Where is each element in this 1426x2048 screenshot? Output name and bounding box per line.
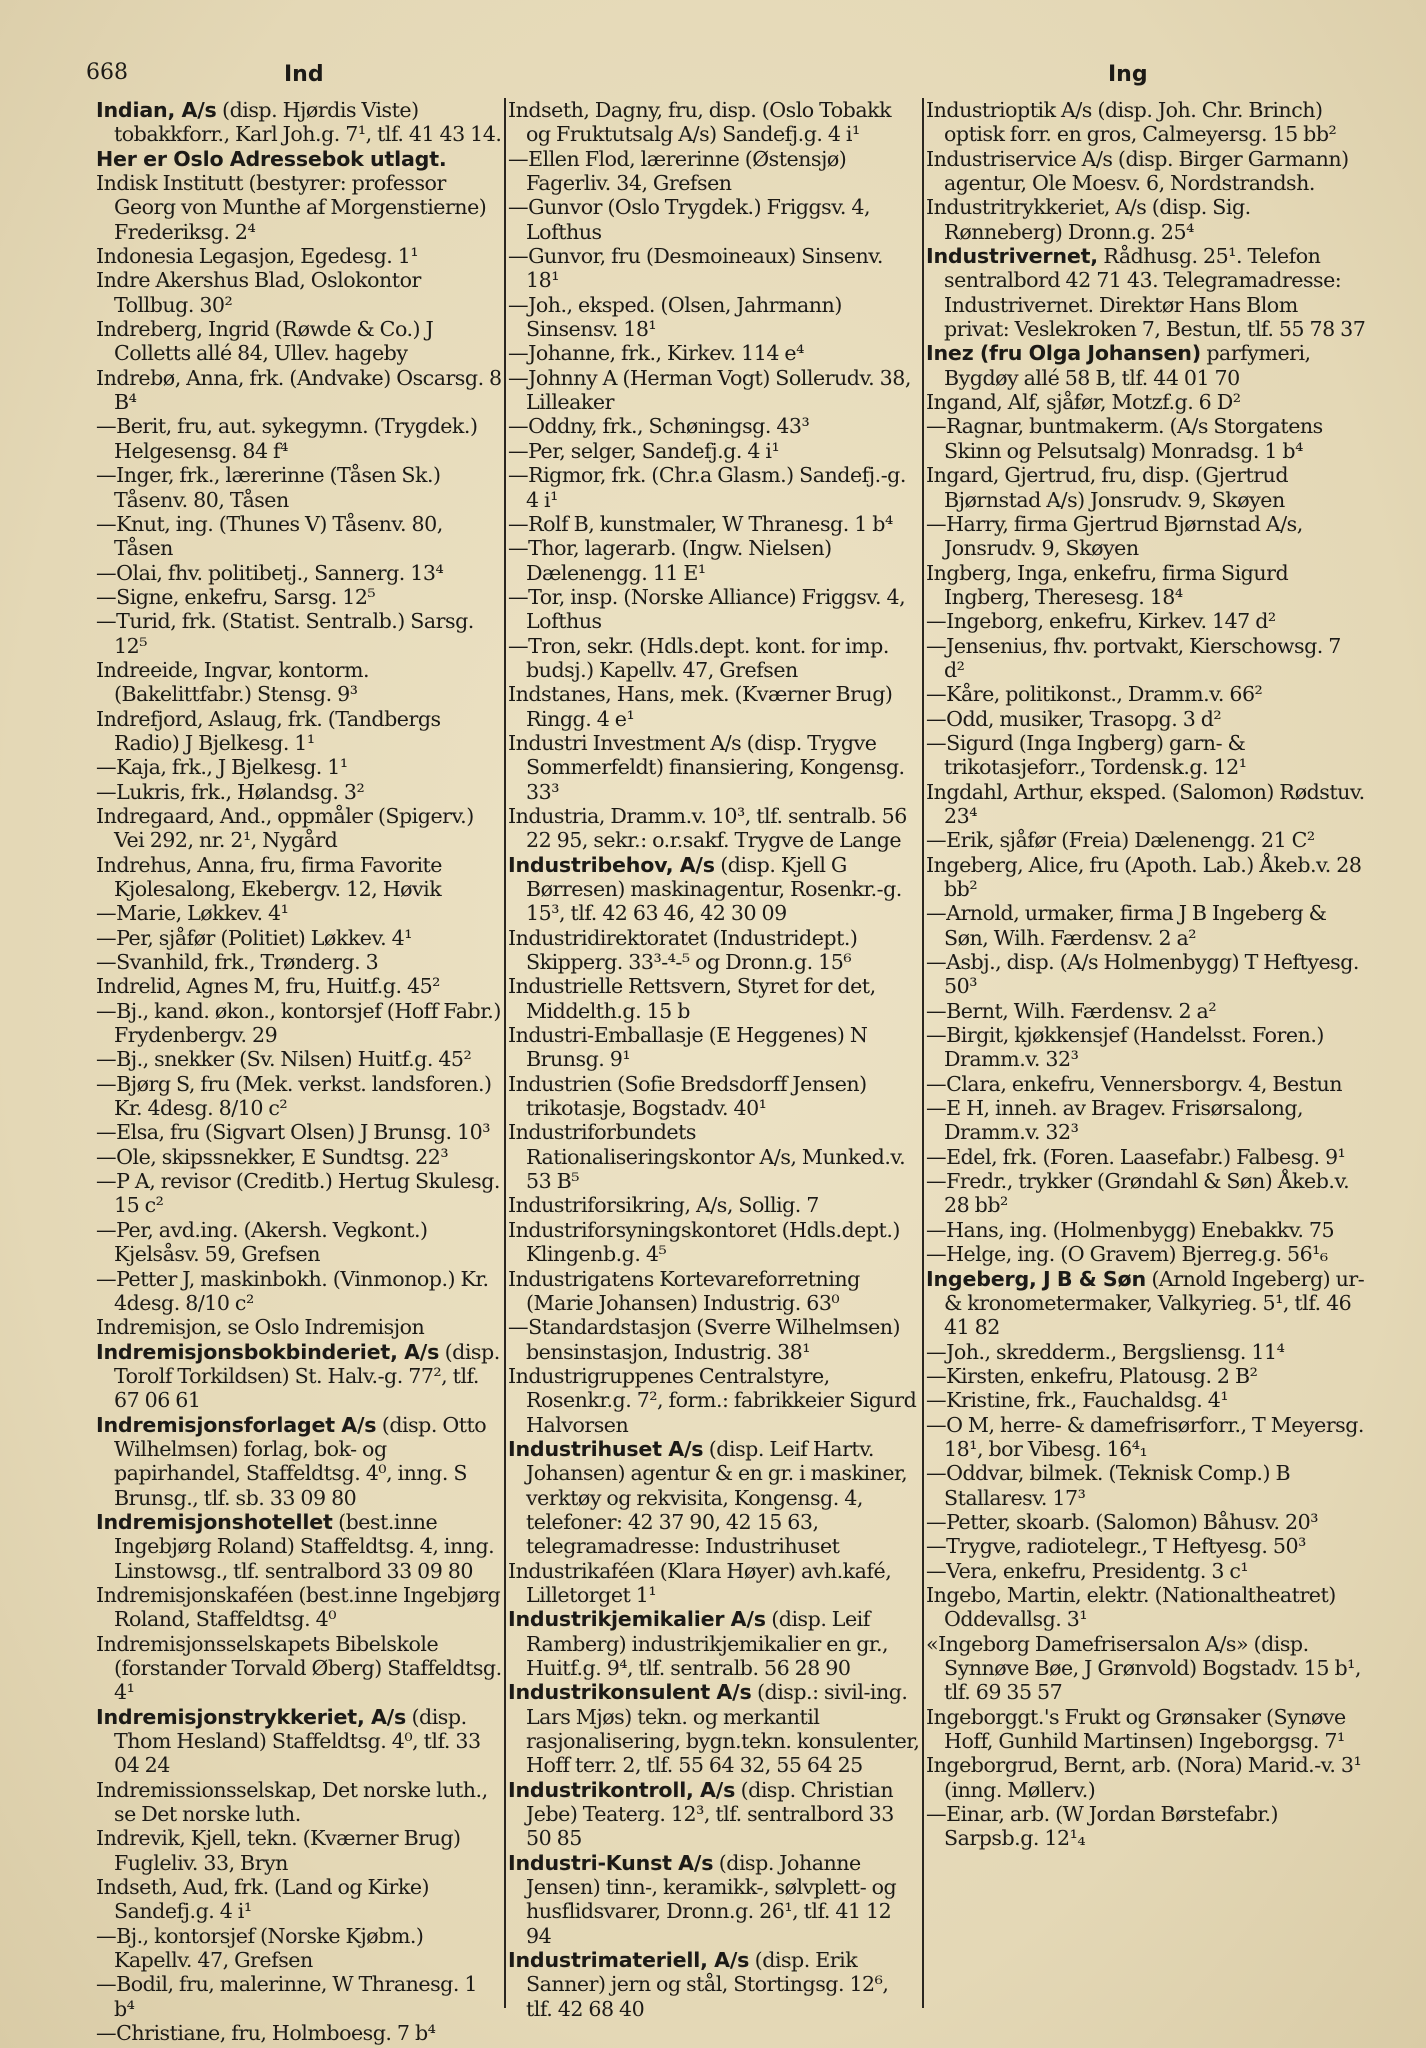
directory-entry (926, 98, 1366, 147)
directory-entry (926, 1364, 1366, 1388)
directory-entry (508, 974, 920, 1023)
column-divider (922, 98, 924, 2008)
directory-entry (508, 1315, 920, 1364)
entry-heading: Ingeberg, J B & Søn (926, 1266, 1146, 1291)
directory-entry (508, 1559, 920, 1608)
entry-text: —Odd, musiker, Trasopg. 3 d² (926, 706, 1222, 731)
entry-text: —Kaja, frk., J Bjelkesg. 1¹ (96, 755, 348, 780)
directory-entry (96, 804, 502, 853)
entry-heading: Indremisjonsbokbinderiet, A/s (96, 1339, 440, 1364)
column-3 (926, 98, 1366, 1996)
directory-entry (96, 1072, 502, 1121)
entry-text: Indremisjonsselskapets Bibelskole (forstander Torvald Øberg) Staffeldtsg. 4¹ (96, 1631, 502, 1705)
directory-entry (96, 1315, 502, 1339)
entry-heading: Inez (fru Olga Johansen) (926, 341, 1201, 366)
directory-entry (96, 755, 502, 779)
entry-text: —Kirsten, enkefru, Platousg. 2 B² (926, 1363, 1258, 1388)
directory-entry (508, 1680, 920, 1777)
entry-text: —Bernt, Wilh. Færdensv. 2 a² (926, 998, 1217, 1023)
directory-entry (508, 1778, 920, 1851)
directory-entry (96, 414, 502, 463)
entry-text: Industriservice A/s (disp. Birger Garmann) agentur, Ole Moesv. 6, Nordstrandsh. (926, 146, 1349, 196)
entry-text: Indrehus, Anna, fru, firma Favorite Kjolesalong, Ekebergv. 12, Høvik (96, 852, 442, 901)
entry-text: Ingberg, Inga, enkefru, firma Sigurd Ingberg, Theresesg. 18⁴ (926, 560, 1289, 609)
directory-entry (508, 439, 920, 463)
entry-text: (disp. Thom Hesland) Staffeldtsg. 4⁰, tlf. 33 04 24 (114, 1704, 481, 1778)
entry-text: —Vera, enkefru, Presidentg. 3 c¹ (926, 1558, 1249, 1583)
entry-text: (disp. Torolf Torkildsen) St. Halv.-g. 77², tlf. 67 06 61 (114, 1339, 500, 1413)
entry-text: Industridirektoratet (Industridept.) Skipperg. 33³-⁴-⁵ og Dronn.g. 15⁶ (508, 925, 858, 975)
column-2 (508, 98, 920, 2021)
directory-entry (96, 1120, 502, 1144)
entry-text: —Lukris, frk., Hølandsg. 3² (96, 779, 365, 804)
entry-text: —Bj., kand. økon., kontorsjef (Hoff Fabr.) Frydenbergv. 29 (96, 998, 501, 1048)
column-1 (96, 98, 502, 2046)
directory-entry (926, 1267, 1366, 1340)
directory-entry (926, 1510, 1366, 1534)
directory-entry (508, 147, 920, 196)
entry-text: —Per, avd.ing. (Akersh. Vegkont.) Kjelsåsv. 59, Grefsen (96, 1217, 428, 1267)
directory-entry (96, 147, 502, 171)
entry-heading: Industrihuset A/s (508, 1436, 704, 1461)
entry-text: Industritrykkeriet, A/s (disp. Sig. Rønneberg) Dronn.g. 25⁴ (926, 195, 1251, 244)
entry-text: —Per, selger, Sandefj.g. 4 i¹ (508, 438, 780, 463)
entry-text: —Fredr., trykker (Grøndahl & Søn) Åkeb.v. 28 bb² (926, 1169, 1350, 1218)
directory-entry (926, 1632, 1366, 1705)
directory-entry (508, 682, 920, 731)
entry-text: Industrigatens Kortevareforretning (Marie Johansen) Industrig. 63⁰ (508, 1266, 860, 1315)
entry-text: —Svanhild, frk., Trønderg. 3 (96, 950, 379, 975)
directory-entry (926, 147, 1366, 196)
directory-entry (926, 901, 1366, 950)
entry-text: (disp. Leif Hartv. Johansen) agentur & en gr. i maskiner, verktøy og rekvisita, Kongensg. 4, telefoner: 42 37 90, 42 15 63, telegramadresse: Industrihuset (526, 1436, 908, 1559)
entry-text: (disp. Johanne Jensen) tinn-, keramikk-, sølvplett- og husflidsvarer, Dronn.g. 26¹, tlf. 41 12 94 (526, 1850, 897, 1948)
directory-entry (96, 926, 502, 950)
directory-entry (508, 1072, 920, 1121)
directory-entry (508, 341, 920, 365)
entry-text: —Einar, arb. (W Jordan Børstefabr.) Sarpsb.g. 12¹₄ (926, 1802, 1279, 1851)
directory-entry (508, 634, 920, 683)
directory-entry (96, 1632, 502, 1705)
entry-heading: Industrimateriell, A/s (508, 1948, 750, 1973)
entry-text: —Edel, frk. (Foren. Laasefabr.) Falbesg. 9¹ (926, 1144, 1346, 1169)
directory-entry (96, 1340, 502, 1413)
entry-text: —Erik, sjåfør (Freia) Dælenengg. 21 C² (926, 828, 1315, 853)
directory-entry (926, 195, 1366, 244)
directory-entry (96, 98, 502, 147)
directory-entry (926, 390, 1366, 414)
directory-entry (508, 463, 920, 512)
directory-entry (96, 268, 502, 317)
directory-entry (96, 1218, 502, 1267)
directory-entry (926, 1096, 1366, 1145)
entry-text: —Elsa, fru (Sigvart Olsen) J Brunsg. 10³ (96, 1120, 490, 1145)
directory-entry (96, 366, 502, 415)
entry-text: —Oddny, frk., Schøningsg. 43³ (508, 414, 810, 439)
entry-text: (Arnold Ingeberg) ur- & kronometermaker, Valkyrieg. 5¹, tlf. 46 41 82 (944, 1266, 1365, 1340)
directory-entry (96, 1145, 502, 1169)
entry-text: —Johnny A (Herman Vogt) Sollerudv. 38, Lilleaker (508, 365, 911, 415)
entry-text: —Joh., eksped. (Olsen, Jahrmann) Sinsensv. 18¹ (508, 292, 842, 342)
entry-text: parfymeri, Bygdøy allé 58 B, tlf. 44 01 70 (944, 341, 1311, 390)
entry-text: —E H, inneh. av Bragev. Frisørsalong, Dramm.v. 32³ (926, 1096, 1304, 1145)
entry-text: —Asbj., disp. (A/s Holmenbygg) T Heftyesg. 50³ (926, 950, 1359, 999)
directory-entry (926, 1802, 1366, 1851)
entry-text: Ingeborggt.'s Frukt og Grønsaker (Synøve Hoff, Gunhild Martinsen) Ingeborgsg. 7¹ (926, 1704, 1346, 1754)
entry-text: —Bj., kontorsjef (Norske Kjøbm.) Kapellv. 47, Grefsen (96, 1923, 424, 1973)
entry-text: —O M, herre- & damefrisørforr., T Meyersg. 18¹, bor Vibesg. 16⁴₁ (926, 1412, 1364, 1461)
directory-entry (926, 414, 1366, 463)
directory-entry (96, 853, 502, 902)
guide-word-right: Ing (1108, 62, 1148, 87)
entry-text: —Rolf B, kunstmaler, W Thranesg. 1 b⁴ (508, 511, 893, 536)
directory-entry (508, 536, 920, 585)
directory-entry (926, 561, 1366, 610)
entry-text: —Olai, fhv. politibetj., Sannerg. 13⁴ (96, 560, 444, 585)
entry-text: Ingeborgrud, Bernt, arb. (Nora) Marid.-v. 3¹ (inng. Møllerv.) (926, 1753, 1362, 1802)
entry-text: Industrien (Sofie Bredsdorff Jensen) trikotasje, Bogstadv. 40¹ (508, 1071, 867, 1121)
directory-entry (508, 1948, 920, 2021)
directory-entry (96, 1413, 502, 1510)
entry-text: «Ingeborg Damefrisersalon A/s» (disp. Synnøve Bøe, J Grønvold) Bogstadv. 15 b¹, tlf. 69 35 57 (926, 1631, 1361, 1705)
entry-text: Ingebo, Martin, elektr. (Nationaltheatret) Oddevallsg. 3¹ (926, 1582, 1336, 1632)
directory-entry (96, 244, 502, 268)
entry-text: —Tor, insp. (Norske Alliance) Friggsv. 4, Lofthus (508, 584, 906, 634)
directory-entry (508, 1364, 920, 1437)
directory-entry (926, 244, 1366, 341)
directory-entry (96, 609, 502, 658)
directory-entry (926, 731, 1366, 780)
directory-entry (926, 634, 1366, 683)
directory-entry (508, 244, 920, 293)
directory-entry (926, 1559, 1366, 1583)
guide-word-left: Ind (284, 62, 324, 87)
directory-entry (508, 98, 920, 147)
directory-entry (508, 1023, 920, 1072)
entry-text: —Inger, frk., lærerinne (Tåsen Sk.) Tåsenv. 80, Tåsen (96, 463, 441, 512)
directory-entry (96, 707, 502, 756)
directory-entry (508, 926, 920, 975)
directory-entry (926, 1242, 1366, 1266)
entry-heading: Industrikjemikalier A/s (508, 1607, 766, 1632)
entry-text: Indreeide, Ingvar, kontorm. (Bakelittfabr.) Stensg. 9³ (96, 657, 370, 707)
entry-heading: Industribehov, A/s (508, 852, 715, 877)
directory-entry (96, 999, 502, 1048)
entry-text: Indstanes, Hans, mek. (Kværner Brug) Ringg. 4 e¹ (508, 682, 893, 731)
entry-text: Indonesia Legasjon, Egedesg. 1¹ (96, 244, 419, 269)
entry-text: —Ellen Flod, lærerinne (Østensjø) Fagerliv. 34, Grefsen (508, 146, 847, 196)
directory-entry (508, 1851, 920, 1948)
directory-entry (96, 1267, 502, 1316)
directory-entry (926, 682, 1366, 706)
directory-entry (926, 707, 1366, 731)
entry-text: —Rigmor, frk. (Chr.a Glasm.) Sandefj.-g. 4 i¹ (508, 463, 906, 512)
entry-text: Industriforsyningskontoret (Hdls.dept.) Klingenb.g. 4⁵ (508, 1217, 900, 1267)
directory-entry (926, 1023, 1366, 1072)
entry-heading: Indian, A/s (96, 98, 217, 122)
directory-entry (96, 901, 502, 925)
directory-entry (96, 171, 502, 244)
entry-text: —Trygve, radiotelegr., T Heftyesg. 50³ (926, 1534, 1306, 1559)
entry-text: —Jensenius, fhv. portvakt, Kierschowsg. 7 d² (926, 633, 1341, 682)
entry-text: Indisk Institutt (bestyrer: professor Georg von Munthe af Morgenstierne) Frederiksg. 2⁴ (96, 171, 487, 244)
entry-text: —Bj., snekker (Sv. Nilsen) Huitf.g. 45² (96, 1047, 472, 1072)
entry-text: —Oddvar, bilmek. (Teknisk Comp.) B Stallaresv. 17³ (926, 1461, 1291, 1510)
entry-text: —Joh., skredderm., Bergsliensg. 11⁴ (926, 1339, 1285, 1364)
directory-entry (96, 780, 502, 804)
directory-entry (96, 1778, 502, 1827)
directory-entry (926, 1340, 1366, 1364)
entry-text: (disp. Kjell G Børresen) maskinagentur, Rosenkr.-g. 15³, tlf. 42 63 46, 42 30 09 (526, 852, 902, 926)
entry-text: —Signe, enkefru, Sarsg. 12⁵ (96, 584, 376, 609)
directory-entry (926, 609, 1366, 633)
directory-entry (508, 1437, 920, 1559)
entry-text: —Bjørg S, fru (Mek. verkst. landsforen.) Kr. 4desg. 8/10 c² (96, 1071, 492, 1121)
directory-entry (508, 1607, 920, 1680)
entry-heading: Her er Oslo Adressebok utlagt. (96, 146, 447, 171)
directory-entry (926, 463, 1366, 512)
entry-text: —Clara, enkefru, Vennersborgv. 4, Bestun (926, 1071, 1343, 1096)
entry-text: —Petter, skoarb. (Salomon) Båhusv. 20³ (926, 1509, 1318, 1534)
entry-text: Indregaard, And., oppmåler (Spigerv.) Vei 292, nr. 2¹, Nygård (96, 803, 474, 853)
directory-entry (96, 1705, 502, 1778)
entry-text: —Marie, Løkkev. 4¹ (96, 901, 289, 926)
entry-text: (disp. Leif Ramberg) industrikjemikalier en gr., Huitf.g. 9⁴, tlf. sentralb. 56 28 90 (526, 1607, 889, 1680)
entry-text: Ingdahl, Arthur, eksped. (Salomon) Rødstuv. 23⁴ (926, 779, 1365, 828)
directory-entry (508, 731, 920, 804)
directory-entry (96, 950, 502, 974)
page-number: 668 (86, 60, 128, 85)
entry-text: —Knut, ing. (Thunes V) Tåsenv. 80, Tåsen (96, 511, 443, 561)
entry-text: —Gunvor, fru (Desmoineaux) Sinsenv. 18¹ (508, 244, 883, 293)
directory-entry (96, 585, 502, 609)
entry-text: (best.inne Ingebjørg Roland) Staffeldtsg. 4, inng. Linstowsg., tlf. sentralbord 33 09 80 (114, 1509, 495, 1583)
entry-text: Indre Akershus Blad, Oslokontor Tollbug. 30² (96, 268, 421, 317)
entry-text: —Standardstasjon (Sverre Wilhelmsen) bensinstasjon, Industrig. 38¹ (508, 1315, 901, 1364)
directory-entry (926, 853, 1366, 902)
directory-entry (926, 1753, 1366, 1802)
directory-entry (926, 1583, 1366, 1632)
entry-text: —Gunvor (Oslo Trygdek.) Friggsv. 4, Lofthus (508, 195, 871, 244)
entry-text: Indseth, Dagny, fru, disp. (Oslo Tobakk og Fruktutsalg A/s) Sandefj.g. 4 i¹ (508, 98, 892, 147)
directory-entry (96, 1583, 502, 1632)
entry-text: Indreberg, Ingrid (Røwde & Co.) J Colletts allé 84, Ullev. hageby (96, 317, 434, 366)
directory-entry (508, 853, 920, 926)
entry-heading: Indremisjonshotellet (96, 1509, 333, 1534)
directory-entry (926, 1072, 1366, 1096)
directory-entry (508, 804, 920, 853)
directory-entry (508, 414, 920, 438)
entry-text: —P A, revisor (Creditb.) Hertug Skulesg. 15 c² (96, 1169, 500, 1218)
entry-text: —Ole, skipssnekker, E Sundtsg. 22³ (96, 1144, 449, 1169)
directory-entry (508, 1193, 920, 1217)
directory-entry (96, 1510, 502, 1583)
entry-heading: Industrikontroll, A/s (508, 1777, 736, 1802)
directory-entry (926, 999, 1366, 1023)
entry-text: Indrebø, Anna, frk. (Andvake) Oscarsg. 8 B⁴ (96, 365, 502, 415)
directory-entry (926, 1218, 1366, 1242)
directory-entry (926, 512, 1366, 561)
directory-entry (96, 1924, 502, 1973)
directory-entry (926, 950, 1366, 999)
directory-entry (926, 1461, 1366, 1510)
directory-entry (96, 512, 502, 561)
directory-entry (508, 585, 920, 634)
entry-text: Indrelid, Agnes M, fru, Huitf.g. 45² (96, 974, 440, 999)
directory-entry (926, 780, 1366, 829)
entry-text: —Berit, fru, aut. sykegymn. (Trygdek.) Helgesensg. 84 f⁴ (96, 414, 478, 463)
directory-entry (508, 1218, 920, 1267)
directory-entry (96, 1972, 502, 2021)
entry-text: —Harry, firma Gjertrud Bjørnstad A/s, Jonsrudv. 9, Skøyen (926, 511, 1303, 561)
entry-text: —Helge, ing. (O Gravem) Bjerreg.g. 56¹₆ (926, 1242, 1328, 1267)
entry-text: —Ingeborg, enkefru, Kirkev. 147 d² (926, 609, 1276, 634)
entry-heading: Indremisjonsforlaget A/s (96, 1412, 377, 1437)
entry-heading: Indremisjonstrykkeriet, A/s (96, 1704, 407, 1729)
entry-text: Industri-Emballasje (E Heggenes) N Brunsg. 9¹ (508, 1023, 868, 1072)
entry-text: —Arnold, urmaker, firma J B Ingeberg & Søn, Wilh. Færdensv. 2 a² (926, 901, 1327, 950)
entry-text: (disp. Erik Sanner) jern og stål, Stortingsg. 12⁶, tlf. 42 68 40 (526, 1948, 889, 2021)
directory-entry (96, 1169, 502, 1218)
entry-text: Ingard, Gjertrud, fru, disp. (Gjertrud Bjørnstad A/s) Jonsrudv. 9, Skøyen (926, 463, 1289, 512)
entry-text: —Johanne, frk., Kirkev. 114 e⁴ (508, 341, 804, 366)
directory-entry (96, 561, 502, 585)
entry-heading: Industrivernet, (926, 244, 1098, 269)
directory-entry (926, 341, 1366, 390)
directory-entry (926, 1388, 1366, 1412)
entry-text: —Tron, sekr. (Hdls.dept. kont. for imp. budsj.) Kapellv. 47, Grefsen (508, 633, 889, 682)
directory-entry (926, 1169, 1366, 1218)
entry-text: —Petter J, maskinbokh. (Vinmonop.) Kr. 4desg. 8/10 c² (96, 1266, 489, 1315)
directory-entry (508, 195, 920, 244)
entry-text: Industrielle Rettsvern, Styret for det, Middelth.g. 15 b (508, 974, 876, 1023)
directory-entry (96, 1047, 502, 1071)
directory-entry (96, 658, 502, 707)
entry-text: Rådhusg. 25¹. Telefon sentralbord 42 71 43. Telegramadresse: Industrivernet. Direktør Hans Blom privat: Veslekroken 7, Bestun, tlf. 55 78 37 (944, 244, 1366, 342)
entry-text: —Kåre, politikonst., Dramm.v. 66² (926, 682, 1263, 707)
entry-text: (disp. Otto Wilhelmsen) forlag, bok- og papirhandel, Staffeldtsg. 4⁰, inng. S Brunsg., tlf. sb. 33 09 80 (114, 1412, 487, 1510)
entry-text: Indrevik, Kjell, tekn. (Kværner Brug) Fugleliv. 33, Bryn (96, 1826, 461, 1875)
entry-text: Indremisjon, se Oslo Indremisjon (96, 1315, 425, 1340)
entry-text: Industriforbundets Rationaliseringskontor A/s, Munked.v. 53 B⁵ (508, 1120, 906, 1194)
directory-entry (926, 828, 1366, 852)
entry-text: Industri Investment A/s (disp. Trygve Sommerfeldt) finansiering, Kongensg. 33³ (508, 730, 905, 804)
directory-entry (508, 293, 920, 342)
entry-text: —Turid, frk. (Statist. Sentralb.) Sarsg. 12⁵ (96, 609, 474, 658)
directory-entry (96, 1875, 502, 1924)
entry-heading: Industrikonsulent A/s (508, 1680, 752, 1705)
directory-entry (508, 366, 920, 415)
entry-text: Ingeberg, Alice, fru (Apoth. Lab.) Åkeb.v. 28 bb² (926, 852, 1362, 901)
entry-text: —Hans, ing. (Holmenbygg) Enebakkv. 75 (926, 1217, 1335, 1242)
column-divider (504, 98, 506, 2008)
directory-entry (926, 1413, 1366, 1462)
entry-text: —Per, sjåfør (Politiet) Løkkev. 4¹ (96, 925, 413, 950)
entry-text: Industrigruppenes Centralstyre, Rosenkr.g. 7², form.: fabrikkeier Sigurd Halvorsen (508, 1363, 917, 1437)
entry-text: —Thor, lagerarb. (Ingw. Nielsen) Dælenengg. 11 E¹ (508, 536, 832, 585)
entry-text: —Birgit, kjøkkensjef (Handelsst. Foren.) Dramm.v. 32³ (926, 1023, 1324, 1072)
directory-entry (96, 317, 502, 366)
entry-text: Ingand, Alf, sjåfør, Motzf.g. 6 D² (926, 390, 1241, 415)
directory-entry (508, 1120, 920, 1193)
entry-text: —Ragnar, buntmakerm. (A/s Storgatens Skinn og Pelsutsalg) Monradsg. 1 b⁴ (926, 414, 1323, 463)
directory-entry (96, 2021, 502, 2045)
entry-text: Indrefjord, Aslaug, frk. (Tandbergs Radio) J Bjelkesg. 1¹ (96, 706, 441, 755)
entry-text: (disp. Hjørdis Viste) tobakkforr., Karl Joh.g. 7¹, tlf. 41 43 14. (114, 98, 502, 147)
entry-text: Indremissionsselskap, Det norske luth., se Det norske luth. (96, 1777, 488, 1827)
page-header (86, 58, 1366, 94)
entry-heading: Industri-Kunst A/s (508, 1850, 714, 1875)
entry-text: (disp. Christian Jebe) Teaterg. 12³, tlf. sentralbord 33 50 85 (526, 1777, 894, 1851)
entry-text: Industrikaféen (Klara Høyer) avh.kafé, Lilletorget 1¹ (508, 1558, 892, 1607)
directory-entry (96, 463, 502, 512)
entry-text: —Bodil, fru, malerinne, W Thranesg. 1 b⁴ (96, 1972, 477, 2021)
entry-text: Indseth, Aud, frk. (Land og Kirke) Sandefj.g. 4 i¹ (96, 1875, 430, 1924)
entry-text: —Sigurd (Inga Ingberg) garn- & trikotasjeforr., Tordensk.g. 12¹ (926, 730, 1247, 780)
directory-entry (96, 974, 502, 998)
entry-text: Industria, Dramm.v. 10³, tlf. sentralb. 56 22 95, sekr.: o.r.sakf. Trygve de Lange (508, 803, 907, 853)
directory-entry (508, 1267, 920, 1316)
directory-entry (926, 1534, 1366, 1558)
directory-entry (926, 1705, 1366, 1754)
entry-text: Indremisjonskaféen (best.inne Ingebjørg Roland, Staffeldtsg. 4⁰ (96, 1582, 501, 1632)
entry-text: —Christiane, fru, Holmboesg. 7 b⁴ (96, 2021, 436, 2046)
entry-text: Industriforsikring, A/s, Sollig. 7 (508, 1193, 819, 1218)
entry-text: Industrioptik A/s (disp. Joh. Chr. Brinch) optisk forr. en gros, Calmeyersg. 15 bb² (926, 98, 1337, 147)
entry-text: —Kristine, frk., Fauchaldsg. 4¹ (926, 1388, 1229, 1413)
entry-text: (disp.: sivil-ing. Lars Mjøs) tekn. og merkantil rasjonalisering, bygn.tekn. konsulenter, Hoff terr. 2, tlf. 55 64 32, 55 64 25 (526, 1680, 920, 1778)
directory-entry (508, 512, 920, 536)
directory-entry (926, 1145, 1366, 1169)
directory-entry (96, 1826, 502, 1875)
